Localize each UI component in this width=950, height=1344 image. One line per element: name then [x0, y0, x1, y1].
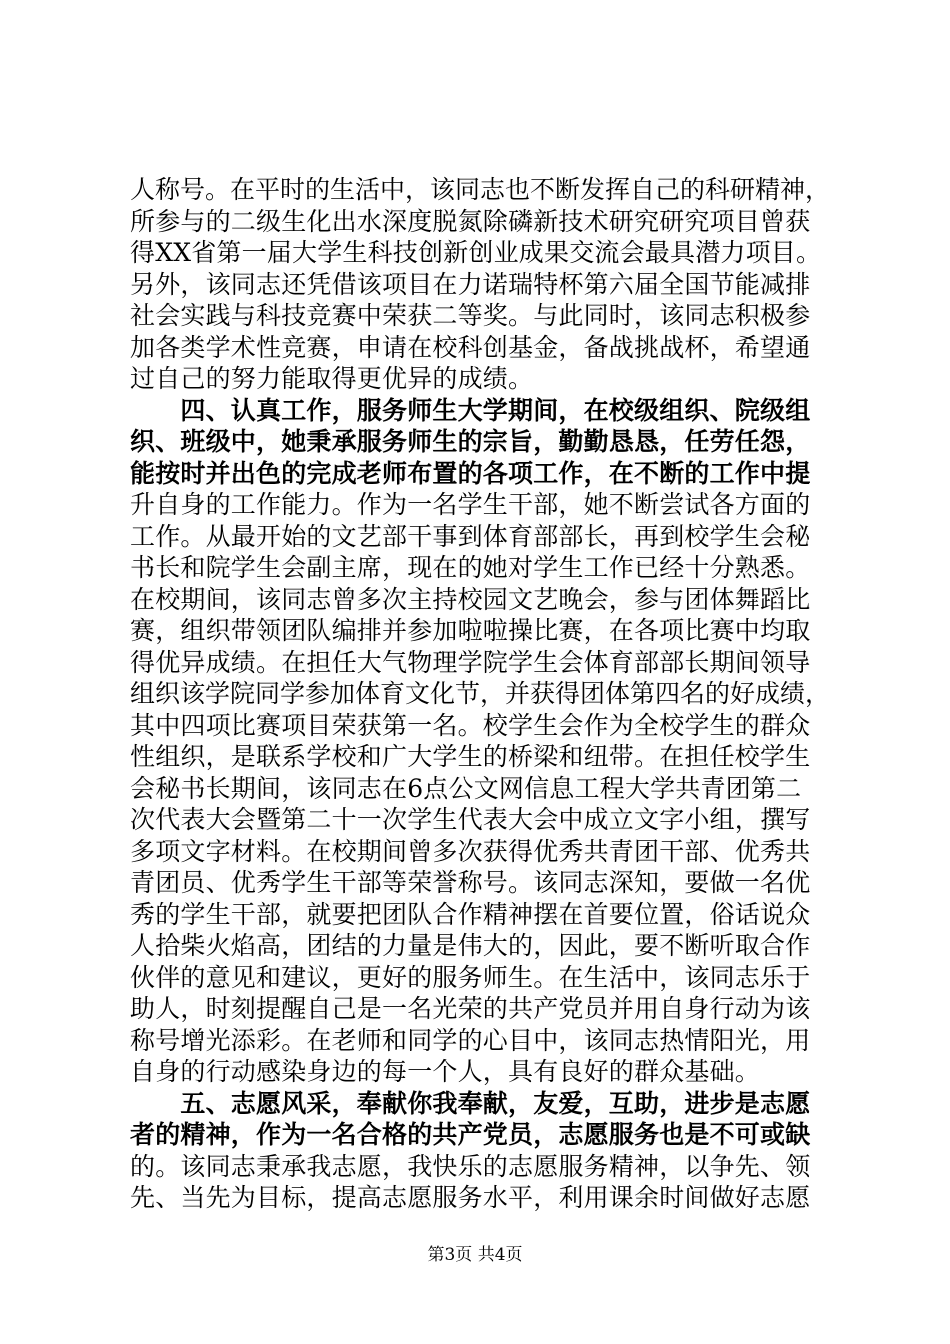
- text-line: 所参与的二级生化出水深度脱氮除磷新技术研究研究项目曾获: [130, 206, 811, 236]
- text-line: 赛，组织带领团队编排并参加啦啦操比赛，在各项比赛中均取: [130, 616, 811, 645]
- text-line: 会秘书长期间，该同志在6点公文网信息工程大学共青团第二: [130, 773, 802, 803]
- document-body: [130, 174, 830, 1214]
- text-line: 其中四项比赛项目荣获第一名。校学生会作为全校学生的群众: [130, 710, 811, 740]
- text-line: 多项文字材料。在校期间曾多次获得优秀共青团干部、优秀共: [130, 836, 811, 866]
- text-line: 秀的学生干部，就要把团队合作精神摆在首要位置，俗话说众: [130, 899, 811, 929]
- text-line: 先、当先为目标，提高志愿服务水平，利用课余时间做好志愿: [130, 1183, 811, 1212]
- text-line: 者的精神，作为一名合格的共产党员，志愿服务也是不可或缺: [130, 1120, 811, 1149]
- text-line: 组织该学院同学参加体育文化节，并获得团体第四名的好成绩，: [130, 679, 831, 708]
- text-line: 加各类学术性竞赛，申请在校科创基金，备战挑战杯，希望通: [130, 332, 811, 362]
- text-line: 自身的行动感染身边的每一个人，具有良好的群众基础。: [130, 1057, 761, 1086]
- text-line: 得XX省第一届大学生科技创新创业成果交流会最具潜力项目。: [130, 238, 822, 267]
- text-line: 工作。从最开始的文艺部干事到体育部部长，再到校学生会秘: [130, 521, 811, 551]
- text-line: 称号增光添彩。在老师和同学的心目中，该同志热情阳光，用: [130, 1025, 811, 1055]
- text-line: 书长和院学生会副主席，现在的她对学生工作已经十分熟悉。: [130, 553, 811, 582]
- text-line: 四、认真工作，服务师生大学期间，在校级组织、院级组: [130, 395, 811, 425]
- text-line: 青团员、优秀学生干部等荣誉称号。该同志深知，要做一名优: [130, 868, 811, 897]
- text-line: 次代表大会暨第二十一次学生代表大会中成立文字小组，撰写: [130, 805, 811, 834]
- text-line: 升自身的工作能力。作为一名学生干部，她不断尝试各方面的: [130, 490, 811, 519]
- text-line: 性组织，是联系学校和广大学生的桥梁和纽带。在担任校学生: [130, 742, 811, 771]
- text-line: 在校期间，该同志曾多次主持校园文艺晚会，参与团体舞蹈比: [130, 584, 811, 614]
- text-line: 五、志愿风采，奉献你我奉献，友爱，互助，进步是志愿: [130, 1088, 811, 1118]
- text-line: 人拾柴火焰高，团结的力量是伟大的，因此，要不断听取合作: [130, 931, 811, 960]
- text-line: 织、班级中，她秉承服务师生的宗旨，勤勤恳恳，任劳任怨，: [130, 427, 811, 456]
- text-line: 伙伴的意见和建议，更好的服务师生。在生活中，该同志乐于: [130, 962, 811, 992]
- text-line: 社会实践与科技竞赛中荣获二等奖。与此同时，该同志积极参: [130, 301, 811, 330]
- text-line: 能按时并出色的完成老师布置的各项工作，在不断的工作中提: [130, 458, 811, 488]
- page-footer: 第3页 共4页: [427, 1245, 523, 1265]
- text-line: 另外，该同志还凭借该项目在力诺瑞特杯第六届全国节能减排: [130, 269, 811, 299]
- text-line: 人称号。在平时的生活中，该同志也不断发挥自己的科研精神，: [130, 175, 831, 204]
- text-line: 助人，时刻提醒自己是一名光荣的共产党员并用自身行动为该: [130, 994, 811, 1023]
- text-line: 的。该同志秉承我志愿，我快乐的志愿服务精神，以争先、领: [130, 1151, 811, 1181]
- text-line: 过自己的努力能取得更优异的成绩。: [130, 364, 534, 393]
- text-line: 得优异成绩。在担任大气物理学院学生会体育部部长期间领导: [130, 647, 811, 677]
